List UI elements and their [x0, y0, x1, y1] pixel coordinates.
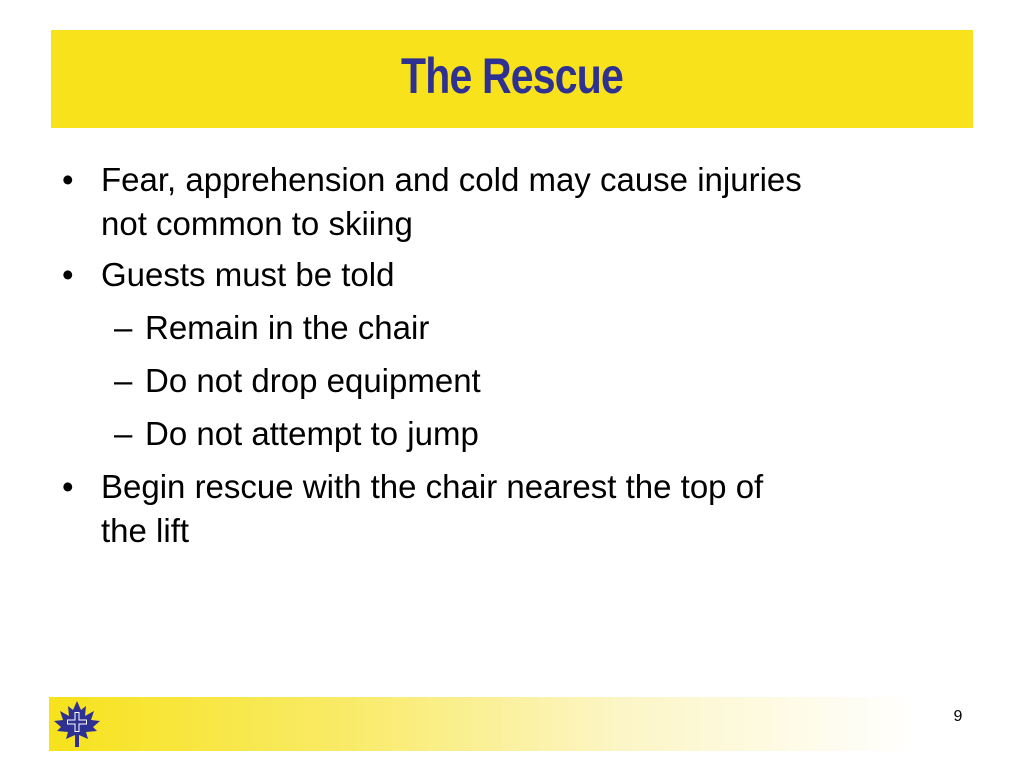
bullet-marker: •: [62, 161, 74, 198]
footer-band: [49, 697, 918, 751]
bullet-item-1-line-1: Fear, apprehension and cold may cause injuries: [101, 161, 802, 198]
maple-leaf-cross-icon: [52, 699, 102, 749]
slide-title: The Rescue: [401, 48, 623, 104]
bullet-item-1-line-2: not common to skiing: [101, 205, 413, 242]
bullet-item-3-line-1: Begin rescue with the chair nearest the top of: [101, 468, 764, 505]
sub-bullet-marker: –: [114, 415, 133, 452]
sub-bullet-item-2: Do not drop equipment: [145, 362, 481, 399]
sub-bullet-marker: –: [114, 309, 133, 346]
bullet-item-3-line-2: the lift: [101, 512, 190, 549]
bullet-item-2: Guests must be told: [101, 256, 395, 293]
page-number: 9: [953, 708, 963, 725]
sub-bullet-item-3: Do not attempt to jump: [145, 415, 479, 452]
bullet-marker: •: [62, 468, 74, 505]
sub-bullet-item-1: Remain in the chair: [145, 309, 430, 346]
sub-bullet-marker: –: [114, 362, 133, 399]
bullet-marker: •: [62, 256, 74, 293]
